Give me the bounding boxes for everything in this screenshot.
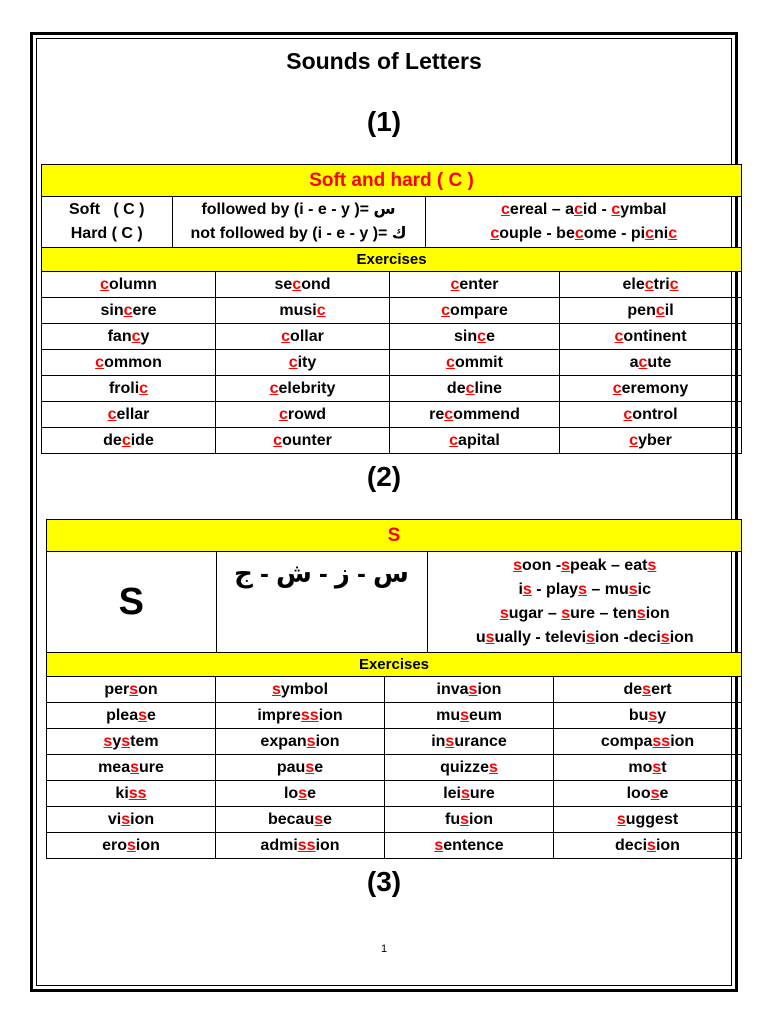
word-fragment: ollar	[290, 327, 324, 345]
word-fragment: ic	[637, 581, 652, 598]
word-fragment: ele	[622, 275, 645, 293]
word-fragment: loo	[626, 784, 651, 802]
word-fragment: ommend	[453, 405, 520, 423]
word-fragment: ellar	[116, 405, 150, 423]
section-marker-1: (1)	[366, 106, 402, 137]
exercise-word	[47, 729, 216, 755]
word-fragment: ymbal	[620, 201, 667, 218]
exercise-word	[554, 703, 742, 729]
exercise-word	[554, 755, 742, 781]
exercise-row	[47, 807, 742, 833]
word-fragment: ommit	[454, 353, 503, 371]
word-fragment: ion	[469, 810, 493, 828]
word-fragment: fu	[444, 810, 461, 828]
word-fragment: ion	[135, 836, 160, 854]
highlighted-letters: s	[298, 784, 308, 802]
highlighted-letters: c	[131, 327, 141, 345]
word-fragment: ouple - be	[499, 225, 575, 242]
highlighted-letters: c	[288, 353, 298, 371]
highlighted-letters: s	[305, 758, 315, 776]
section-marker-2: (2)	[366, 461, 402, 492]
word-fragment: urance	[454, 732, 507, 750]
word-fragment: e	[323, 810, 333, 828]
word-fragment: se	[274, 275, 293, 293]
highlighted-letters: s	[485, 629, 495, 646]
word-fragment: ki	[115, 784, 129, 802]
highlighted-letters: s	[586, 629, 595, 646]
word-fragment: ion	[318, 706, 343, 724]
word-fragment: enter	[459, 275, 499, 293]
highlighted-letters: c	[477, 327, 487, 345]
word-fragment: lo	[283, 784, 299, 802]
word-fragment: on	[138, 680, 158, 698]
highlighted-letters: c	[629, 431, 639, 449]
highlighted-letters: c	[95, 353, 105, 371]
highlighted-letters: s	[121, 732, 131, 750]
word-fragment: ere	[132, 301, 157, 319]
exercise-word	[216, 781, 385, 807]
exercise-word	[385, 807, 554, 833]
exercise-word	[385, 833, 554, 859]
exercise-word	[560, 298, 742, 324]
exercise-word	[554, 781, 742, 807]
word-fragment: u	[475, 629, 486, 646]
highlighted-letters: c	[446, 353, 455, 371]
exercise-word	[42, 272, 216, 298]
exercise-word	[216, 298, 390, 324]
s-sound-rules-row	[47, 552, 742, 653]
word-fragment: froli	[108, 379, 140, 397]
exercise-word	[560, 428, 742, 454]
word-fragment: ion	[130, 810, 155, 828]
word-fragment: eum	[469, 706, 502, 724]
exercise-row	[42, 298, 742, 324]
exercise-word	[390, 402, 560, 428]
exercise-row	[42, 428, 742, 454]
hard-c-examples	[426, 222, 742, 246]
exercise-word	[385, 703, 554, 729]
exercise-row	[47, 755, 742, 781]
word-fragment: inva	[436, 680, 469, 698]
exercise-word	[390, 428, 560, 454]
word-fragment: e	[147, 706, 156, 724]
highlighted-letters: s	[636, 605, 646, 622]
highlighted-letters: c	[501, 201, 510, 218]
highlighted-letters: s	[652, 758, 662, 776]
word-fragment: ommon	[104, 353, 162, 371]
highlighted-letters: ss	[652, 732, 671, 750]
exercise-word	[216, 402, 390, 428]
highlighted-letters: c	[450, 275, 460, 293]
exercise-word	[385, 781, 554, 807]
exercise-row	[47, 703, 742, 729]
word-fragment: ion	[655, 836, 680, 854]
word-fragment: - play	[531, 581, 579, 598]
word-fragment: uggest	[625, 810, 679, 828]
highlighted-letters: c	[645, 225, 654, 242]
word-fragment: ond	[301, 275, 331, 293]
highlighted-letters: s	[648, 706, 658, 724]
word-fragment: peak – eat	[570, 557, 648, 574]
highlighted-letters: ss	[128, 784, 147, 802]
word-fragment: ugar –	[508, 605, 562, 622]
exercise-row	[47, 781, 742, 807]
exercise-row	[42, 376, 742, 402]
highlighted-letters: s	[561, 557, 571, 574]
word-fragment: ion	[669, 629, 694, 646]
word-fragment: y	[657, 706, 667, 724]
highlighted-letters: c	[281, 327, 291, 345]
highlighted-letters: c	[273, 431, 283, 449]
exercises-header-2: Exercises	[47, 653, 742, 677]
exercise-word	[42, 350, 216, 376]
highlighted-letters: s	[103, 732, 113, 750]
hard-rule: not followed by (i - e - y )= ك	[190, 225, 407, 242]
page-number: 1	[380, 943, 388, 955]
s-rules-inner	[47, 552, 742, 652]
word-fragment: sin	[454, 327, 478, 345]
word-fragment: ide	[130, 431, 154, 449]
word-fragment: de	[446, 379, 466, 397]
highlighted-letters: c	[441, 301, 451, 319]
word-fragment: vi	[107, 810, 122, 828]
word-fragment: compa	[600, 732, 653, 750]
exercise-word	[390, 298, 560, 324]
highlighted-letters: c	[316, 301, 326, 319]
exercise-word	[390, 350, 560, 376]
word-fragment: il	[664, 301, 674, 319]
word-fragment: mea	[98, 758, 131, 776]
zh-example-line	[428, 626, 742, 650]
exercise-word	[42, 324, 216, 350]
highlighted-letters: s	[460, 810, 469, 828]
highlighted-letters: s	[138, 706, 147, 724]
s-sound-table	[46, 519, 742, 859]
highlighted-letters: c	[292, 275, 302, 293]
highlighted-letters: c	[465, 379, 475, 397]
word-fragment: de	[103, 431, 122, 449]
word-fragment: ion	[670, 732, 695, 750]
word-fragment: ure – ten	[570, 605, 637, 622]
highlighted-letters: c	[107, 405, 117, 423]
highlighted-letters: s	[130, 758, 140, 776]
word-fragment: musi	[279, 301, 317, 319]
highlighted-letters: c	[669, 275, 679, 293]
exercise-row	[42, 324, 742, 350]
highlighted-letters: c	[638, 353, 648, 371]
exercise-row	[42, 402, 742, 428]
highlighted-letters: s	[488, 758, 498, 776]
word-fragment: ion	[477, 680, 502, 698]
exercise-word	[390, 376, 560, 402]
s-letter: S	[47, 552, 216, 652]
highlighted-letters: s	[445, 732, 455, 750]
highlighted-letters: s	[647, 557, 657, 574]
exercise-word	[385, 677, 554, 703]
word-fragment: ero	[102, 836, 127, 854]
exercise-row	[42, 272, 742, 298]
highlighted-letters: s	[628, 581, 638, 598]
highlighted-letters: c	[490, 225, 500, 242]
word-fragment: ity	[297, 353, 317, 371]
soft-hard-rules-row	[42, 197, 742, 248]
s-examples-cell	[427, 552, 742, 652]
exercise-word	[216, 755, 385, 781]
highlighted-letters: c	[611, 201, 621, 218]
word-fragment: per	[104, 680, 130, 698]
highlighted-letters: s	[314, 810, 324, 828]
highlighted-letters: s	[121, 810, 131, 828]
highlighted-letters: s	[642, 680, 652, 698]
exercise-row	[42, 350, 742, 376]
exercise-word	[216, 703, 385, 729]
word-fragment: mu	[436, 706, 461, 724]
exercise-word	[385, 755, 554, 781]
word-fragment: apital	[458, 431, 500, 449]
word-fragment: tem	[130, 732, 159, 750]
s-example-line	[428, 554, 742, 578]
exercise-word	[390, 324, 560, 350]
word-fragment: bu	[628, 706, 649, 724]
highlighted-letters: c	[612, 379, 622, 397]
exercise-word	[554, 833, 742, 859]
highlighted-letters: c	[449, 431, 459, 449]
word-fragment: ion	[645, 605, 670, 622]
exercise-word	[47, 807, 216, 833]
highlighted-letters: s	[434, 836, 444, 854]
highlighted-letters: ss	[297, 836, 316, 854]
page-title: Sounds of Letters	[286, 48, 482, 74]
soft-hard-c-table	[41, 164, 742, 454]
highlighted-letters: s	[271, 680, 281, 698]
section-marker-3: (3)	[366, 866, 402, 897]
highlighted-letters: s	[647, 836, 656, 854]
rules-inner	[42, 197, 742, 247]
exercise-word	[42, 428, 216, 454]
word-fragment: ually - televi	[494, 629, 587, 646]
word-fragment: a	[629, 353, 639, 371]
word-fragment: elebrity	[278, 379, 336, 397]
word-fragment: e	[486, 327, 495, 345]
exercise-word	[216, 428, 390, 454]
word-fragment: t	[661, 758, 667, 776]
exercise-word	[216, 807, 385, 833]
word-fragment: admi	[260, 836, 298, 854]
highlighted-letters: s	[460, 706, 469, 724]
highlighted-letters: c	[121, 431, 131, 449]
word-fragment: olumn	[108, 275, 157, 293]
word-fragment: ert	[651, 680, 672, 698]
exercise-word	[554, 729, 742, 755]
word-fragment: plea	[106, 706, 139, 724]
highlighted-letters: c	[574, 225, 584, 242]
word-fragment: ome - pi	[583, 225, 646, 242]
word-fragment: ute	[647, 353, 672, 371]
exercises-header-1: Exercises	[42, 248, 742, 272]
word-fragment: ounter	[282, 431, 332, 449]
word-fragment: quizze	[440, 758, 489, 776]
word-fragment: ompare	[450, 301, 508, 319]
word-fragment: i	[518, 581, 523, 598]
word-fragment: y	[112, 732, 122, 750]
word-fragment: ure	[469, 784, 495, 802]
word-fragment: oon -	[522, 557, 562, 574]
word-fragment: ure	[139, 758, 164, 776]
word-fragment: e	[307, 784, 317, 802]
exercise-word	[216, 376, 390, 402]
exercise-row	[47, 833, 742, 859]
word-fragment: ni	[654, 225, 669, 242]
soft-label: Soft ( C )	[68, 201, 145, 218]
highlighted-letters: s	[468, 680, 478, 698]
exercise-word	[560, 402, 742, 428]
highlighted-letters: c	[444, 405, 454, 423]
exercise-word	[47, 781, 216, 807]
exercise-word	[216, 324, 390, 350]
word-fragment: ontinent	[623, 327, 687, 345]
word-fragment: deci	[615, 836, 648, 854]
word-fragment: eremony	[621, 379, 689, 397]
word-fragment: ymbol	[280, 680, 329, 698]
word-fragment: ion	[315, 732, 340, 750]
highlighted-letters: s	[460, 784, 470, 802]
word-fragment: pen	[627, 301, 656, 319]
exercise-word	[216, 350, 390, 376]
word-fragment: tri	[653, 275, 670, 293]
exercise-word	[554, 807, 742, 833]
exercise-word	[560, 324, 742, 350]
highlighted-letters: s	[522, 581, 532, 598]
word-fragment: ion	[315, 836, 340, 854]
exercise-word	[216, 833, 385, 859]
highlighted-letters: c	[123, 301, 133, 319]
exercise-word	[42, 298, 216, 324]
exercise-row	[47, 677, 742, 703]
highlighted-letters: c	[139, 379, 149, 397]
highlighted-letters: c	[655, 301, 665, 319]
highlighted-letters: c	[614, 327, 624, 345]
word-fragment: de	[623, 680, 643, 698]
word-fragment: lei	[443, 784, 461, 802]
word-fragment: mo	[628, 758, 653, 776]
exercise-word	[390, 272, 560, 298]
word-fragment: y	[140, 327, 150, 345]
highlighted-letters: s	[561, 605, 571, 622]
word-fragment: entence	[443, 836, 504, 854]
hard-label: Hard ( C )	[70, 225, 143, 242]
highlighted-letters: s	[616, 810, 626, 828]
exercise-word	[47, 677, 216, 703]
highlighted-letters: s	[306, 732, 316, 750]
exercise-word	[560, 272, 742, 298]
highlighted-letters: s	[513, 557, 523, 574]
s-arabic-sounds: س - ز - ش - ج	[216, 552, 427, 652]
highlighted-letters: c	[644, 275, 654, 293]
highlighted-letters: s	[578, 581, 587, 598]
soft-rule: followed by (i - e - y )= س	[201, 201, 396, 218]
s-sound-header: S	[47, 520, 742, 552]
word-fragment: rowd	[287, 405, 327, 423]
highlighted-letters: ss	[300, 706, 319, 724]
word-fragment: re	[429, 405, 445, 423]
exercise-word	[47, 833, 216, 859]
highlighted-letters: c	[573, 201, 583, 218]
word-fragment: yber	[638, 431, 672, 449]
word-fragment: ion -deci	[595, 629, 661, 646]
exercise-word	[216, 272, 390, 298]
highlighted-letters: s	[499, 605, 509, 622]
highlighted-letters: s	[660, 629, 670, 646]
word-fragment: in	[431, 732, 446, 750]
exercise-word	[560, 376, 742, 402]
rule-text-cell	[172, 197, 425, 247]
exercise-word	[216, 729, 385, 755]
word-fragment: ontrol	[632, 405, 678, 423]
word-fragment: becau	[267, 810, 315, 828]
highlighted-letters: c	[623, 405, 633, 423]
word-fragment: fan	[107, 327, 132, 345]
exercise-word	[216, 677, 385, 703]
exercise-word	[47, 703, 216, 729]
highlighted-letters: s	[129, 680, 139, 698]
exercise-word	[47, 755, 216, 781]
z-example-line	[428, 578, 742, 602]
soft-hard-c-header: Soft and hard ( C )	[42, 165, 742, 197]
rule-examples-cell	[425, 197, 742, 247]
word-fragment: impre	[257, 706, 301, 724]
highlighted-letters: c	[278, 405, 288, 423]
exercise-row	[47, 729, 742, 755]
highlighted-letters: c	[269, 379, 279, 397]
rule-labels-cell	[42, 197, 172, 247]
word-fragment: e	[659, 784, 669, 802]
word-fragment: e	[314, 758, 324, 776]
soft-c-examples	[426, 198, 742, 222]
exercise-word	[42, 402, 216, 428]
word-fragment: line	[474, 379, 503, 397]
highlighted-letters: s	[127, 836, 136, 854]
highlighted-letters: s	[650, 784, 660, 802]
word-fragment: sin	[100, 301, 124, 319]
exercise-word	[560, 350, 742, 376]
exercise-word	[42, 376, 216, 402]
word-fragment: – mu	[586, 581, 629, 598]
word-fragment: id -	[582, 201, 612, 218]
highlighted-letters: c	[668, 225, 678, 242]
exercise-word	[554, 677, 742, 703]
exercise-word	[385, 729, 554, 755]
word-fragment: expan	[260, 732, 307, 750]
highlighted-letters: c	[100, 275, 109, 293]
word-fragment: ereal – a	[509, 201, 574, 218]
sh-example-line	[428, 602, 742, 626]
word-fragment: pau	[276, 758, 306, 776]
